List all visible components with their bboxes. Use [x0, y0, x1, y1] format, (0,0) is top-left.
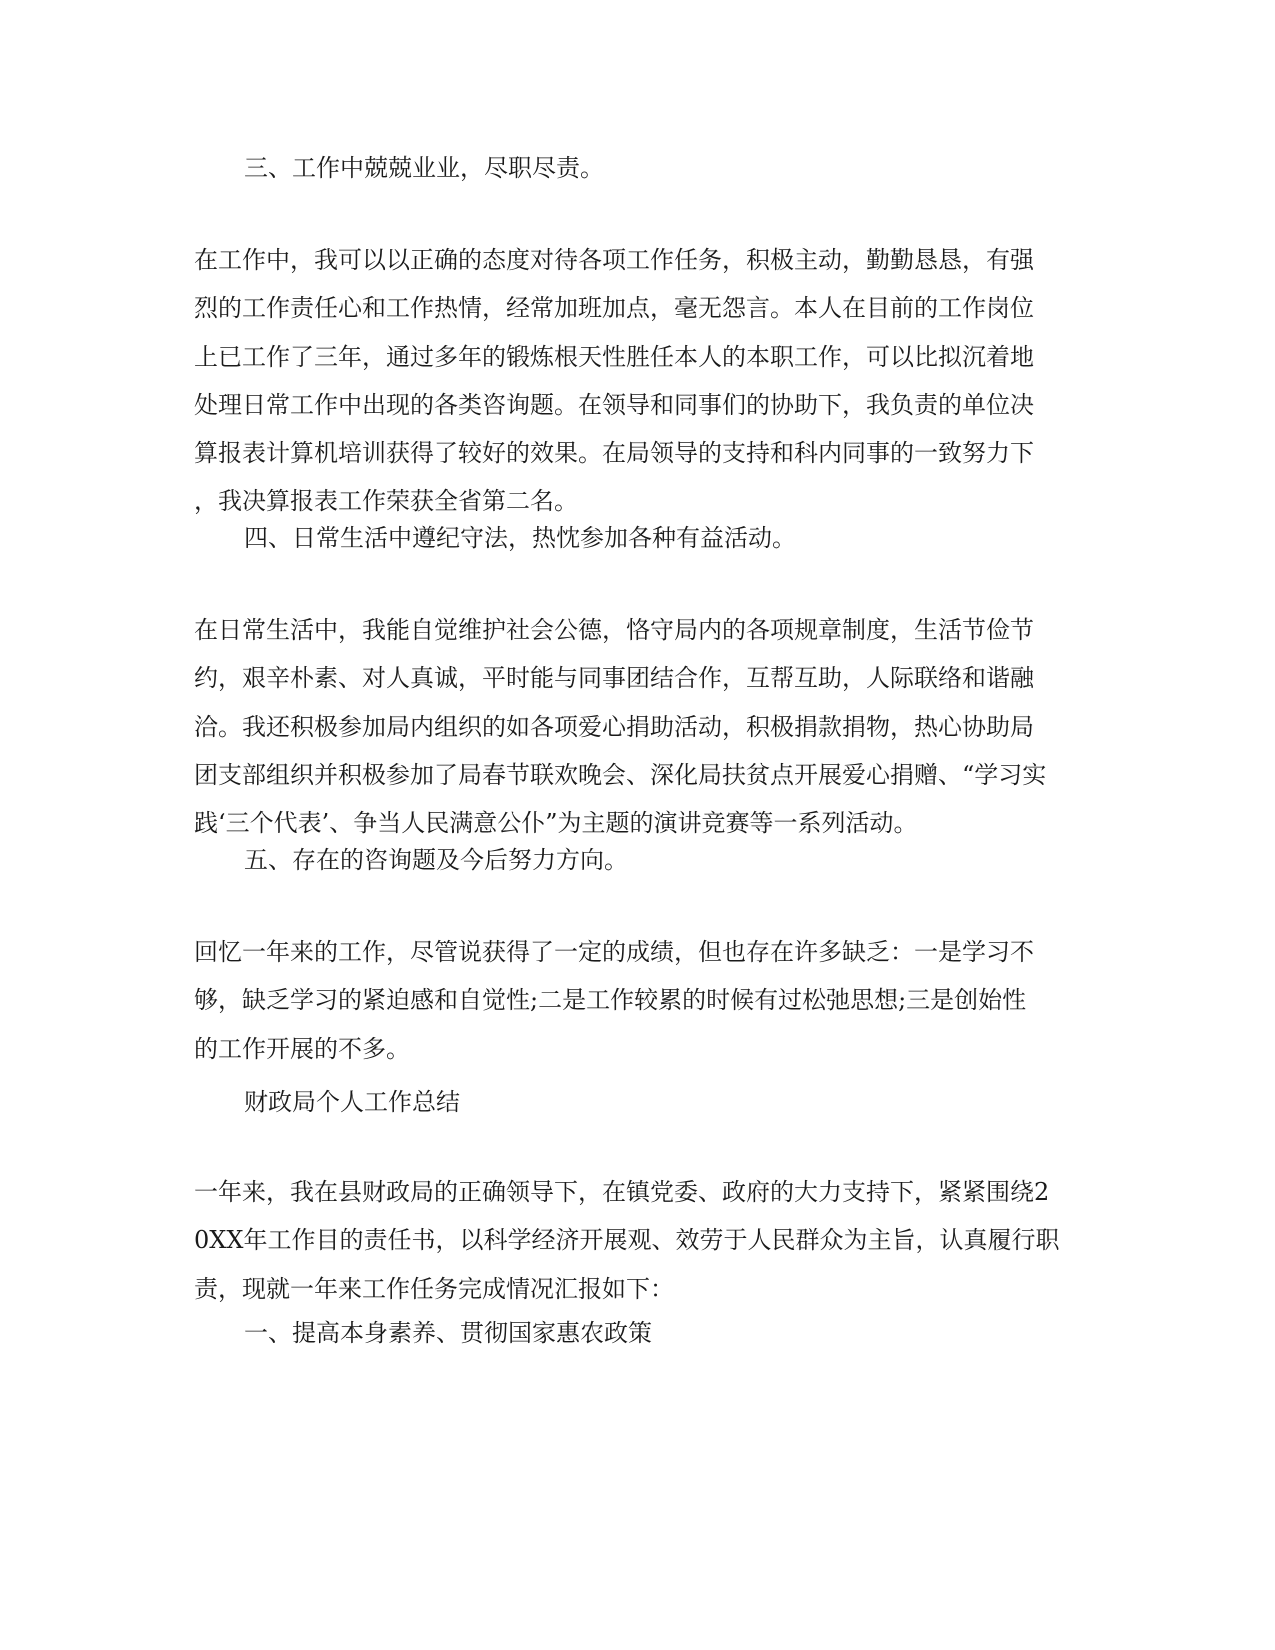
paragraph-line: 在工作中，我可以以正确的态度对待各项工作任务，积极主动，勤勤恳恳，有强: [194, 246, 1034, 274]
paragraph-line: 践‘三个代表’、争当人民满意公仆”为主题的演讲竞赛等一系列活动。: [194, 809, 918, 838]
paragraph-line: 团支部组织并积极参加了局春节联欢晚会、深化局扶贫点开展爱心捐赠、“学习实: [194, 760, 1047, 789]
paragraph-intro: [194, 1168, 1094, 1313]
section-heading-1: 一、提高本身素养、贯彻国家惠农政策: [244, 1319, 652, 1347]
paragraph-line: 的工作开展的不多。: [194, 1034, 410, 1063]
paragraph-line: 洽。我还积极参加局内组织的如各项爱心捐助活动，积极捐款捐物，热心协助局: [194, 712, 1034, 741]
paragraph-line: 责，现就一年来工作任务完成情况汇报如下：: [194, 1274, 674, 1303]
paragraph-line: 约，艰辛朴素、对人真诚，平时能与同事团结合作，互帮互助，人际联络和谐融: [194, 664, 1034, 693]
paragraph-line: 一年来，我在县财政局的正确领导下，在镇党委、政府的大力支持下，紧紧围绕2: [194, 1178, 1050, 1206]
paragraph-line: 上已工作了三年，通过多年的锻炼根天性胜任本人的本职工作，可以比拟沉着地: [194, 342, 1034, 371]
paragraph-line: 算报表计算机培训获得了较好的效果。在局领导的支持和科内同事的一致努力下: [194, 439, 1034, 468]
paragraph-line: 处理日常工作中出现的各类咨询题。在领导和同事们的协助下，我负责的单位决: [194, 390, 1034, 419]
paragraph-section-5: [194, 928, 1094, 1073]
paragraph-section-4: [194, 606, 1094, 847]
paragraph-line: 够，缺乏学习的紧迫感和自觉性;二是工作较累的时候有过松弛思想;三是创始性: [194, 986, 1027, 1015]
section-heading-4: 四、日常生活中遵纪守法，热忱参加各种有益活动。: [244, 524, 796, 552]
paragraph-line: 0XX年工作目的责任书，以科学经济开展观、效劳于人民群众为主旨，认真履行职: [194, 1226, 1060, 1255]
paragraph-section-3: [194, 236, 1094, 526]
section-heading-3: 三、工作中兢兢业业，尽职尽责。: [244, 154, 604, 182]
document-subtitle: 财政局个人工作总结: [244, 1088, 460, 1116]
paragraph-line: 回忆一年来的工作，尽管说获得了一定的成绩，但也存在许多缺乏：一是学习不: [194, 938, 1034, 966]
section-heading-5: 五、存在的咨询题及今后努力方向。: [244, 846, 628, 874]
paragraph-line: ，我决算报表工作荣获全省第二名。: [194, 487, 578, 516]
paragraph-line: 在日常生活中，我能自觉维护社会公德，恪守局内的各项规章制度，生活节俭节: [194, 616, 1034, 644]
paragraph-line: 烈的工作责任心和工作热情，经常加班加点，毫无怨言。本人在目前的工作岗位: [194, 294, 1034, 323]
